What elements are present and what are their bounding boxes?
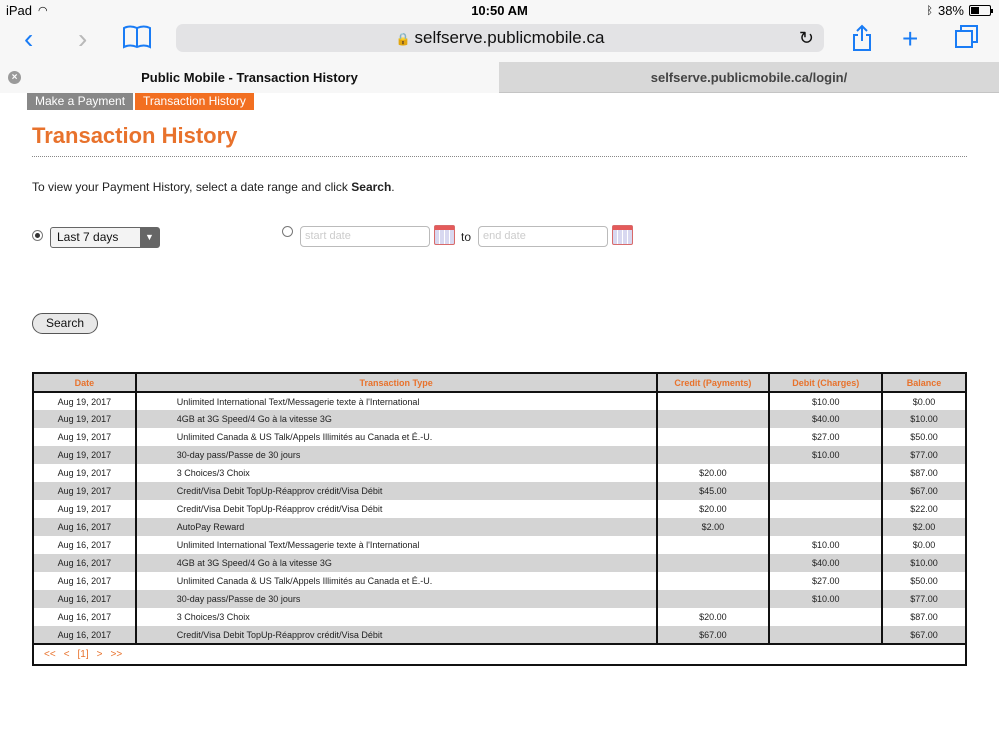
cell-credit: [657, 572, 770, 590]
cell-credit: [657, 428, 770, 446]
back-icon[interactable]: ‹: [24, 23, 34, 54]
table-row: [33, 500, 966, 518]
first-page-link[interactable]: <<: [44, 649, 56, 660]
cell-transaction-type: AutoPay Reward: [136, 518, 657, 536]
chevron-down-icon: ▼: [140, 228, 159, 247]
header-date: Date: [33, 373, 136, 392]
calendar-icon[interactable]: [612, 225, 633, 245]
cell-date: Aug 19, 2017: [33, 446, 136, 464]
table-row: [33, 590, 966, 608]
prev-page-link[interactable]: <: [63, 649, 70, 660]
table-row: [33, 518, 966, 536]
preset-range-radio[interactable]: [32, 230, 43, 241]
cell-date: Aug 16, 2017: [33, 554, 136, 572]
cell-balance: $67.00: [882, 482, 966, 500]
header-credit: Credit (Payments): [657, 373, 770, 392]
cell-debit: $10.00: [769, 536, 882, 554]
cell-transaction-type: 3 Choices/3 Choix: [136, 464, 657, 482]
bluetooth-icon: ᛒ: [926, 4, 933, 17]
table-row: [33, 482, 966, 500]
cell-transaction-type: Credit/Visa Debit TopUp-Réapprov crédit/Visa Débit: [136, 626, 657, 644]
calendar-icon[interactable]: [434, 225, 455, 245]
tab-title: selfserve.publicmobile.ca/login/: [650, 70, 848, 85]
cell-date: Aug 16, 2017: [33, 590, 136, 608]
reload-icon[interactable]: ↻: [798, 28, 814, 48]
divider: [32, 156, 967, 157]
cell-transaction-type: Credit/Visa Debit TopUp-Réapprov crédit/Visa Débit: [136, 500, 657, 518]
cell-credit: [657, 410, 770, 428]
cell-balance: $10.00: [882, 410, 966, 428]
clock: 10:50 AM: [471, 3, 528, 18]
page-content: [0, 93, 999, 749]
pagination: [33, 644, 966, 665]
cell-balance: $77.00: [882, 590, 966, 608]
wifi-icon: ◠: [38, 5, 48, 17]
table-row: [33, 428, 966, 446]
new-tab-icon[interactable]: +: [902, 23, 919, 54]
table-row: [33, 572, 966, 590]
cell-transaction-type: Unlimited Canada & US Talk/Appels Illimités au Canada et É.-U.: [136, 428, 657, 446]
cell-balance: $77.00: [882, 446, 966, 464]
table-row: [33, 392, 966, 410]
table-row: [33, 626, 966, 644]
transaction-table: [32, 372, 967, 666]
cell-credit: [657, 392, 770, 410]
cell-debit: $10.00: [769, 590, 882, 608]
cell-date: Aug 19, 2017: [33, 428, 136, 446]
next-page-link[interactable]: >: [96, 649, 103, 660]
table-row: [33, 608, 966, 626]
cell-date: Aug 19, 2017: [33, 464, 136, 482]
cell-credit: [657, 590, 770, 608]
cell-date: Aug 16, 2017: [33, 536, 136, 554]
close-icon[interactable]: ×: [8, 71, 21, 84]
pagination-row: [33, 644, 966, 665]
lock-icon: 🔒: [395, 32, 411, 46]
table-row: [33, 446, 966, 464]
transaction-history-link[interactable]: Transaction History: [135, 93, 254, 110]
intro-text: [32, 180, 395, 194]
cell-debit: [769, 464, 882, 482]
cell-date: Aug 19, 2017: [33, 500, 136, 518]
table-row: [33, 464, 966, 482]
table-row: [33, 536, 966, 554]
date-range-value: Last 7 days: [57, 230, 119, 244]
tabs-icon[interactable]: [954, 24, 980, 56]
forward-icon[interactable]: ›: [78, 23, 88, 54]
cell-balance: $0.00: [912, 396, 936, 407]
tab-bar: [0, 62, 999, 93]
cell-debit: $40.00: [769, 554, 882, 572]
cell-balance: $50.00: [910, 576, 938, 586]
cell-credit: [657, 446, 770, 464]
address-bar[interactable]: [176, 24, 824, 52]
tab-title: Public Mobile - Transaction History: [141, 70, 358, 85]
cell-debit: $27.00: [769, 572, 882, 590]
cell-transaction-type: 4GB at 3G Speed/4 Go à la vitesse 3G: [136, 410, 657, 428]
header-debit: Debit (Charges): [769, 373, 882, 392]
last-page-link[interactable]: >>: [110, 649, 123, 660]
cell-date: Aug 16, 2017: [33, 572, 136, 590]
tab-login[interactable]: [499, 62, 999, 93]
cell-date: Aug 16, 2017: [33, 518, 136, 536]
cell-debit: [769, 518, 882, 536]
cell-credit: [657, 554, 770, 572]
cell-transaction-type: 4GB at 3G Speed/4 Go à la vitesse 3G: [136, 554, 657, 572]
intro-text-main: To view your Payment History, select a date range and click: [32, 180, 352, 194]
cell-credit: $45.00: [657, 482, 770, 500]
cell-balance: $0.00: [912, 540, 936, 550]
share-icon[interactable]: [851, 24, 873, 58]
table-header-row: [33, 373, 966, 392]
cell-balance: $2.00: [882, 518, 966, 536]
custom-range-radio[interactable]: [282, 226, 293, 237]
cell-transaction-type: 30-day pass/Passe de 30 jours: [136, 590, 657, 608]
cell-transaction-type: Unlimited International Text/Messagerie texte à l'International: [136, 536, 657, 554]
table-row: [33, 410, 966, 428]
cell-balance: $87.00: [910, 612, 938, 622]
header-balance: Balance: [882, 373, 966, 392]
cell-debit: [769, 608, 882, 626]
cell-credit: $20.00: [657, 608, 770, 626]
cell-credit: $2.00: [657, 518, 770, 536]
current-page-link[interactable]: [1]: [77, 649, 89, 660]
cell-date: Aug 16, 2017: [33, 626, 136, 644]
battery-percent: 38%: [937, 3, 964, 18]
search-button[interactable]: Search: [32, 313, 98, 334]
cell-debit: [769, 482, 882, 500]
url-text: selfserve.publicmobile.ca: [414, 28, 605, 47]
cell-date: Aug 16, 2017: [33, 608, 136, 626]
cell-balance: $67.00: [882, 626, 966, 644]
end-date-field[interactable]: end date: [478, 226, 608, 247]
cell-transaction-type: Unlimited International Text/Messagerie texte à l'International: [136, 392, 657, 410]
status-bar: [0, 0, 999, 20]
cell-balance: $22.00: [910, 504, 938, 514]
browser-toolbar: [0, 20, 999, 62]
cell-debit: $10.00: [769, 392, 882, 410]
cell-date: Aug 19, 2017: [33, 482, 136, 500]
cell-debit: $40.00: [769, 410, 882, 428]
tab-transaction-history[interactable]: [0, 62, 499, 93]
cell-balance: $50.00: [910, 432, 938, 442]
cell-transaction-type: Credit/Visa Debit TopUp-Réapprov crédit/Visa Débit: [136, 482, 657, 500]
header-transaction-type: Transaction Type: [136, 373, 657, 392]
cell-debit: $10.00: [769, 446, 882, 464]
cell-date: Aug 19, 2017: [33, 410, 136, 428]
device-label: iPad: [6, 3, 33, 18]
make-payment-link[interactable]: Make a Payment: [27, 93, 133, 110]
cell-transaction-type: 30-day pass/Passe de 30 jours: [136, 446, 657, 464]
cell-credit: $67.00: [657, 626, 770, 644]
table-row: [33, 554, 966, 572]
cell-balance: $10.00: [882, 554, 966, 572]
intro-text-end: .: [391, 180, 395, 194]
cell-debit: [769, 626, 882, 644]
start-date-field[interactable]: start date: [300, 226, 430, 247]
to-label: to: [461, 230, 472, 244]
date-range-select[interactable]: [50, 227, 160, 248]
cell-balance: $87.00: [910, 468, 938, 478]
intro-text-bold: Search: [351, 180, 392, 194]
battery-icon: [969, 5, 991, 16]
cell-transaction-type: 3 Choices/3 Choix: [136, 608, 657, 626]
cell-credit: [657, 536, 770, 554]
cell-transaction-type: Unlimited Canada & US Talk/Appels Illimités au Canada et É.-U.: [136, 572, 657, 590]
bookmarks-icon[interactable]: [122, 24, 152, 56]
page-title: Transaction History: [32, 123, 238, 148]
cell-debit: $27.00: [769, 428, 882, 446]
cell-credit: $20.00: [657, 500, 770, 518]
cell-date: Aug 19, 2017: [33, 392, 136, 410]
cell-credit: $20.00: [657, 464, 770, 482]
cell-debit: [769, 500, 882, 518]
